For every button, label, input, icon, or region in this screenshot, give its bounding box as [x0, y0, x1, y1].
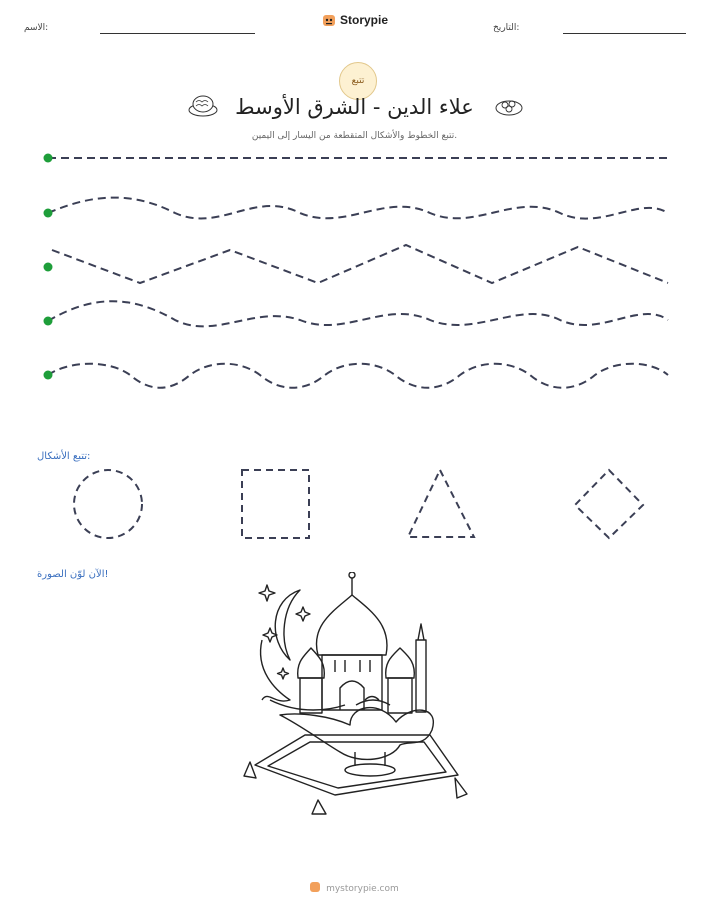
trace-line-wave-3 [48, 364, 668, 388]
left-small-dome [298, 648, 325, 678]
coloring-section-label: الآن لوّن الصورة! [37, 569, 109, 580]
name-label: الاسم: [24, 23, 49, 33]
start-dot-5 [44, 371, 53, 380]
brand-name: Storypie [340, 13, 389, 27]
star-icon [259, 585, 275, 601]
trace-diamond [575, 470, 643, 538]
footer-url[interactable]: mystorypie.com [326, 884, 399, 894]
start-dot-4 [44, 317, 53, 326]
start-dot-3 [44, 263, 53, 272]
date-label: التاريخ: [493, 23, 520, 33]
brand-logo [322, 13, 388, 27]
storypie-mascot-icon [322, 13, 336, 27]
minaret [416, 624, 426, 712]
shapes-section-label: تتبع الأشكال: [37, 451, 91, 462]
central-dome [316, 595, 387, 655]
food-plate-icon-right [494, 94, 524, 118]
tracing-lines [0, 140, 709, 400]
instructions: تتبع الخطوط والأشكال المتقطعة من اليسار إلى اليمين. [251, 131, 458, 141]
star-icon [296, 607, 310, 621]
footer-logo-icon [310, 882, 320, 892]
star-icon [278, 668, 289, 679]
date-line[interactable] [563, 33, 686, 34]
crescent-moon-icon [275, 590, 300, 660]
start-dot-2 [44, 209, 53, 218]
genie-smoke [261, 640, 345, 710]
magic-lamp [280, 708, 433, 760]
tassel [455, 778, 467, 798]
start-dot-1 [44, 154, 53, 163]
aladdin-palace-coloring-image [238, 572, 470, 822]
name-line[interactable] [100, 33, 255, 34]
trace-line-wave-1 [48, 198, 668, 219]
tassel [312, 800, 326, 814]
trace-line-wave-2 [48, 301, 668, 326]
tassel [244, 762, 256, 778]
trace-line-zigzag [52, 245, 668, 283]
palace-body [322, 655, 382, 710]
tracing-shapes [0, 460, 709, 550]
footer [0, 882, 709, 894]
right-small-dome [386, 648, 415, 678]
trace-circle [74, 470, 142, 538]
trace-square [242, 470, 309, 538]
trace-triangle [408, 470, 474, 537]
page-title: علاء الدين - الشرق الأوسط [235, 95, 474, 119]
trace-badge: تتبع [339, 62, 377, 100]
